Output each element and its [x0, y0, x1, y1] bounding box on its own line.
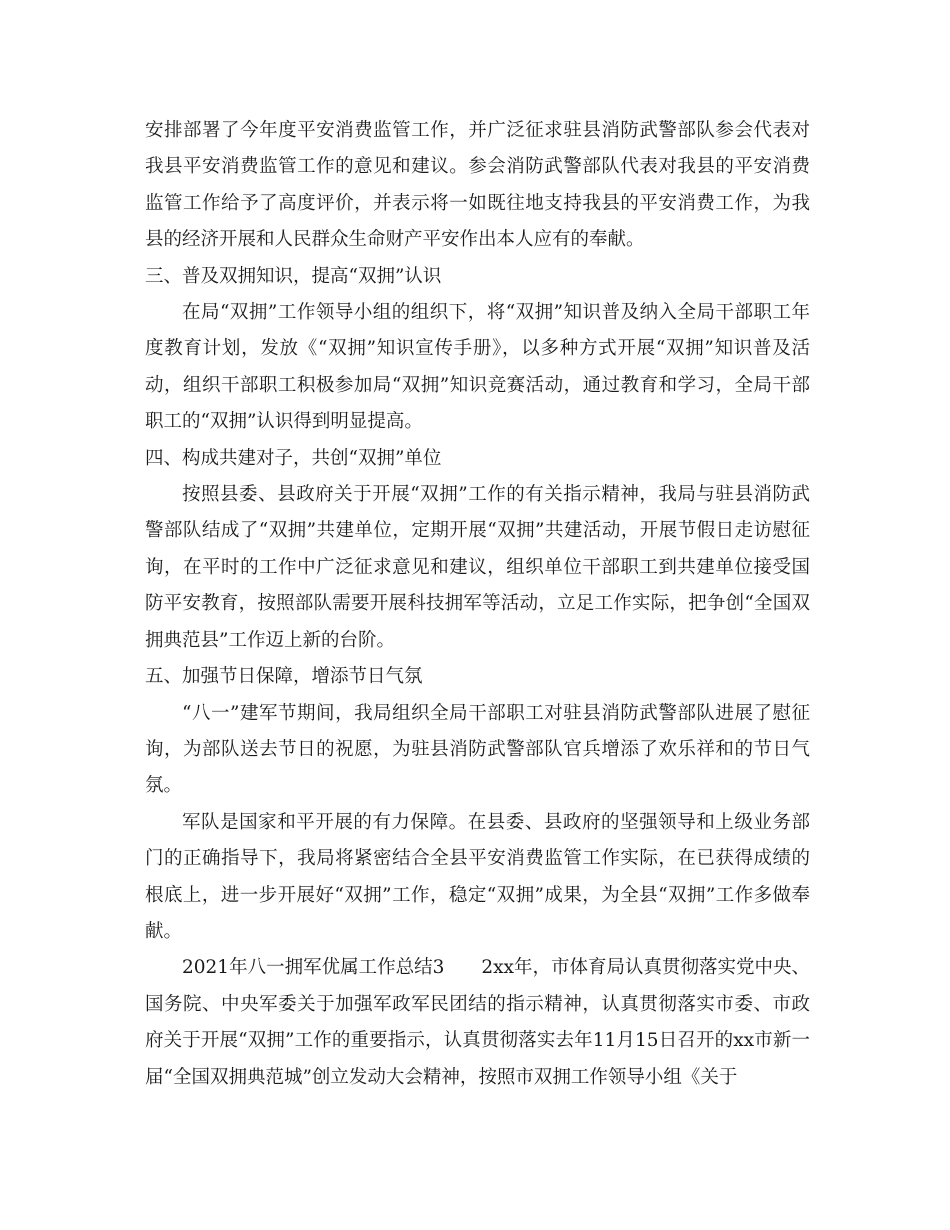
paragraph: 在局“双拥”工作领导小组的组织下，将“双拥”知识普及纳入全局干部职工年度教育计划，发放《“双拥”知识宣传手册》，以多种方式开展“双拥”知识普及活动，组织干部职工积极参加局“双拥”知识竞赛活动，通过教育和学习，全局干部职工的“双拥”认识得到明显提高。 — [145, 302, 810, 433]
document-body — [145, 113, 810, 1096]
section-heading-5: 五、加强节日保障，增添节日气氛 — [145, 666, 423, 688]
paragraph: “八一”建军节期间，我局组织全局干部职工对驻县消防武警部队进展了慰征询，为部队送去节日的祝愿，为驻县消防武警部队官兵增添了欢乐祥和的节日气氛。 — [145, 702, 810, 797]
paragraph: 2021年八一拥军优属工作总结3 2xx年，市体育局认真贯彻落实党中央、国务院、中央军委关于加强军政军民团结的指示精神，认真贯彻落实市委、市政府关于开展“双拥”工作的重要指示，认真贯彻落实去年11月15日召开的xx市新一届“全国双拥典范城”创立发动大会精神，按照市双拥工作领导小组《关于 — [145, 957, 810, 1088]
paragraph: 按照县委、县政府关于开展“双拥”工作的有关指示精神，我局与驻县消防武警部队结成了“双拥”共建单位，定期开展“双拥”共建活动，开展节假日走访慰征询，在平时的工作中广泛征求意见和建议，组织单位干部职工到共建单位接受国防平安教育，按照部队需要开展科技拥军等活动，立足工作实际，把争创“全国双拥典范县”工作迈上新的台阶。 — [145, 484, 810, 651]
paragraph-continuation: 安排部署了今年度平安消费监管工作，并广泛征求驻县消防武警部队参会代表对我县平安消费监管工作的意见和建议。参会消防武警部队代表对我县的平安消费监管工作给予了高度评价，并表示将一如既往地支持我县的平安消费工作，为我县的经济开展和人民群众生命财产平安作出本人应有的奉献。 — [145, 120, 810, 251]
paragraph: 军队是国家和平开展的有力保障。在县委、县政府的坚强领导和上级业务部门的正确指导下，我局将紧密结合全县平安消费监管工作实际，在已获得成绩的根底上，进一步开展好“双拥”工作，稳定“双拥”成果，为全县“双拥”工作多做奉献。 — [145, 811, 810, 942]
section-heading-4: 四、构成共建对子，共创“双拥”单位 — [145, 447, 442, 469]
section-heading-3: 三、普及双拥知识，提高“双拥”认识 — [145, 265, 442, 287]
